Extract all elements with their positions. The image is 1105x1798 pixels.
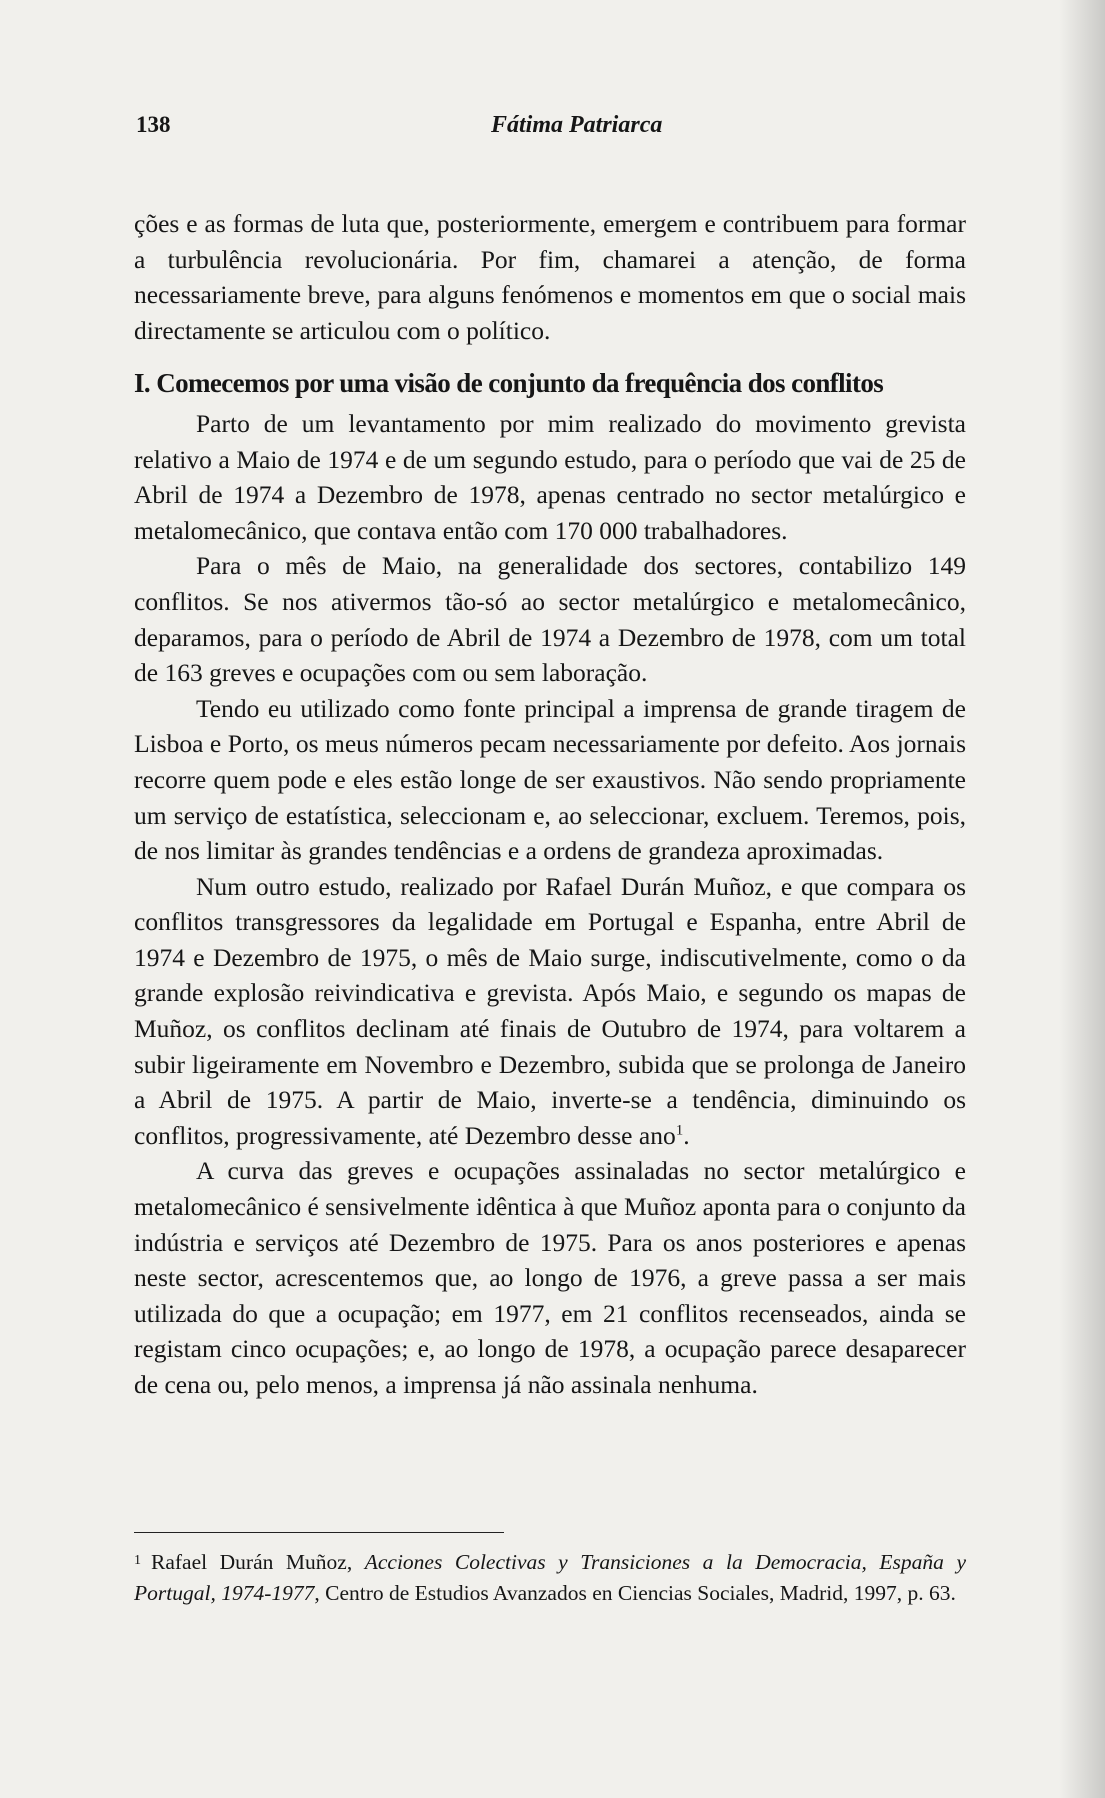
section-heading: I. Comecemos por uma visão de conjunto da frequência dos conflitos — [134, 368, 884, 399]
running-title: Fátima Patriarca — [491, 112, 663, 138]
paragraph-1: Parto de um levantamento por mim realizado do movimento grevista relativo a Maio de 1974 e de um segundo estudo, para o período que vai de 25 de Abril de 1974 a Dezembro de 1978, apenas centrado no sector metalúrgico e metalomecânico, que contava então com 170 000 trabalhadores. — [134, 408, 966, 545]
paragraph-5: A curva das greves e ocupações assinaladas no sector metalúrgico e metalomecânico é sensivelmente idêntica à que Muñoz aponta para o conjunto da indústria e serviços até Dezembro de 1975. Para os anos posteriores e apenas neste sector, acrescentemos que, ao longo de 1976, a greve passa a ser mais utilizada do que a ocupação; em 1977, em 21 conflitos recenseados, ainda se registam cinco ocupações; e, ao longo de 1978, a ocupação parece desaparecer de cena ou, pelo menos, a imprensa já não assinala nenhuma. — [134, 1156, 966, 1399]
paragraph-2: Para o mês de Maio, na generalidade dos sectores, contabilizo 149 conflitos. Se nos ativermos tão-só ao sector metalúrgico e metalomecânico, deparamos, para o período de Abril de 1974 a Dezembro de 1978, com um total de 163 greves e ocupações com ou sem laboração. — [134, 551, 966, 688]
paragraph-continuation: ções e as formas de luta que, posteriormente, emergem e contribuem para formar a turbulência revolucionária. Por fim, chamarei a atenção, de forma necessariamente breve, para alguns fenómenos e momentos em que o social mais directamente se articulou com o político. — [134, 209, 966, 345]
footnote-mark: 1 — [134, 1553, 141, 1568]
page-edge-shadow — [1059, 0, 1105, 1798]
footnote-reference: 1 — [675, 1122, 684, 1139]
footnote-text — [134, 1547, 966, 1609]
paragraph-4 — [134, 869, 966, 1154]
page-number: 138 — [136, 112, 171, 137]
body-text — [134, 206, 966, 1403]
footnote-title: Acciones Colectivas y Transiciones a la Democracia, España y Portugal, 1974-1977 — [134, 1550, 966, 1605]
footnote-divider — [134, 1532, 504, 1533]
footnote — [134, 1547, 966, 1609]
footnote-publication: , Centro de Estudios Avanzados en Ciencias Sociales, Madrid, 1997, p. 63. — [314, 1581, 956, 1605]
paragraph-4-text: Num outro estudo, realizado por Rafael Durán Muñoz, e que compara os conflitos transgressores da legalidade em Portugal e Espanha, entre Abril de 1974 e Dezembro de 1975, o mês de Maio surge, indiscutivelmente, como o da grande explosão reivindicativa e grevista. Após Maio, e segundo os mapas de Muñoz, os conflitos declinam até finais de Outubro de 1974, para voltarem a subir ligeiramente em Novembro e Dezembro, subida que se prolonga de Janeiro a Abril de 1975. A partir de Maio, inverte-se a tendência, diminuindo os conflitos, progressivamente, até Dezembro desse ano — [134, 871, 966, 1150]
footnote-author: Rafael Durán Muñoz, — [151, 1550, 365, 1574]
paragraph-3: Tendo eu utilizado como fonte principal a imprensa de grande tiragem de Lisboa e Porto, os meus números pecam necessariamente por defeito. Aos jornais recorre quem pode e eles estão longe de ser exaustivos. Não sendo propriamente um serviço de estatística, seleccionam e, ao seleccionar, excluem. Teremos, pois, de nos limitar às grandes tendências e a ordens de grandeza aproximadas. — [134, 693, 966, 866]
page-header — [136, 112, 966, 146]
paragraph-4-end: . — [683, 1120, 690, 1150]
